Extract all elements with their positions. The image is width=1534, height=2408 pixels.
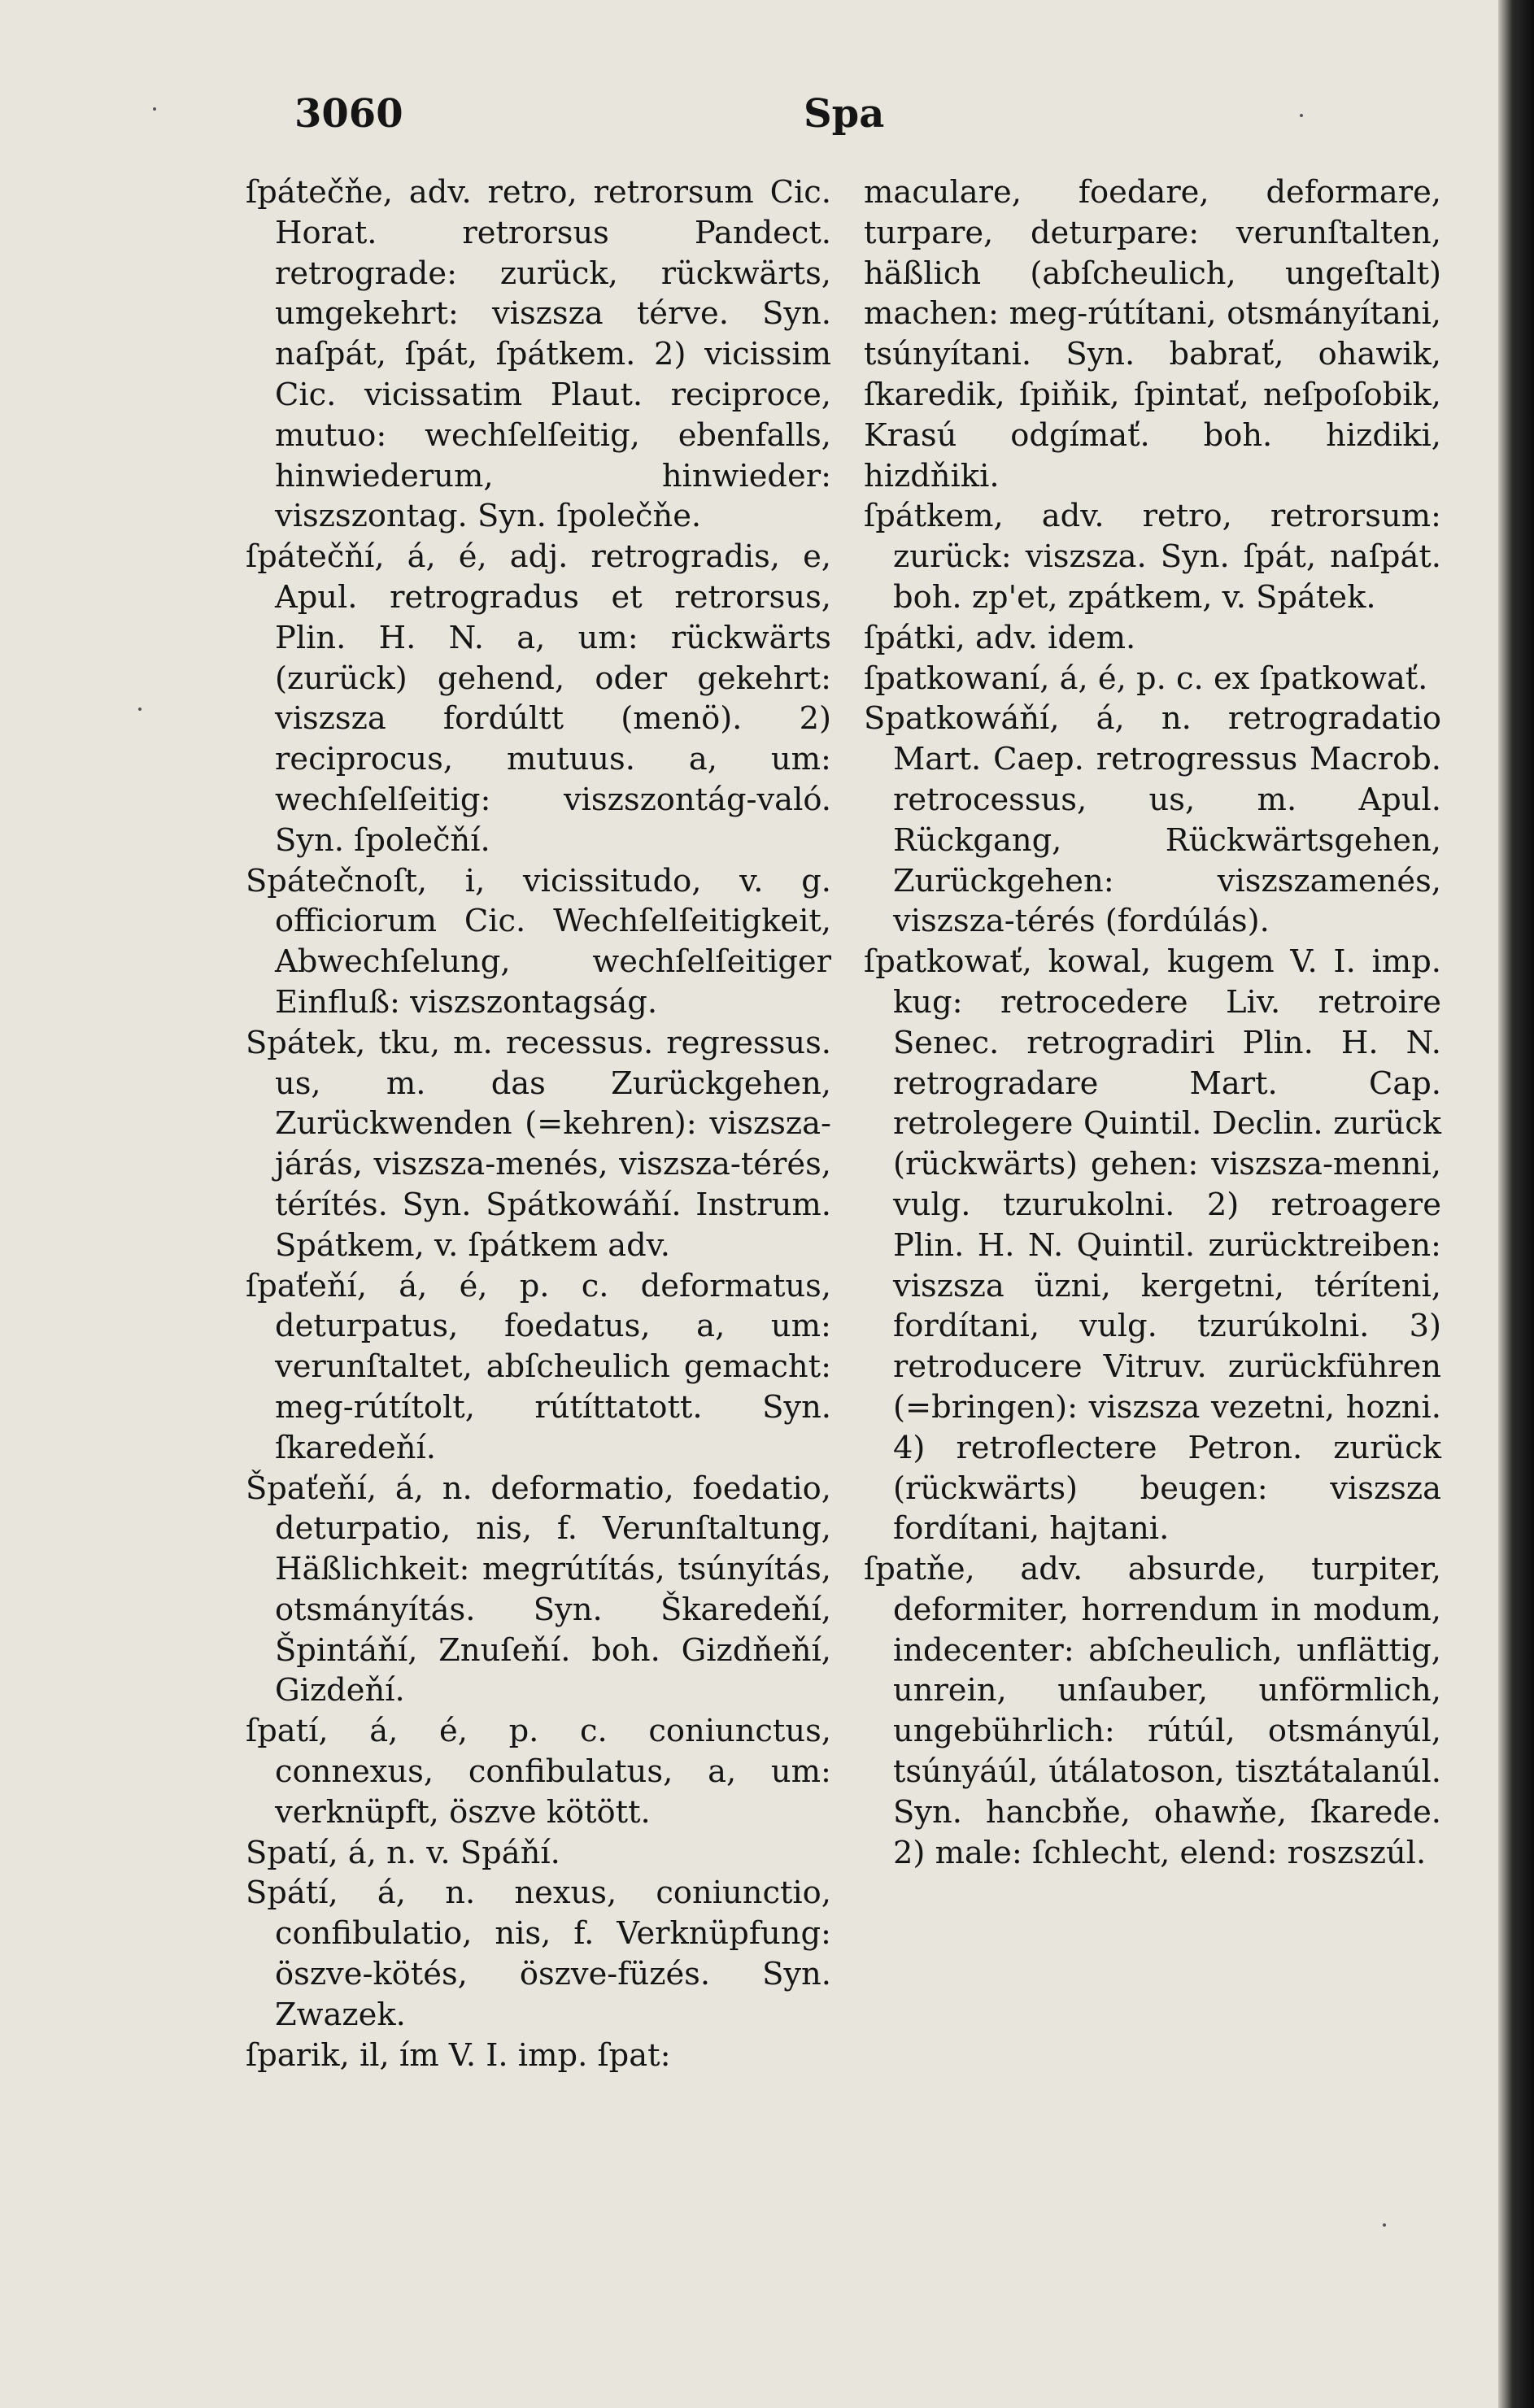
dictionary-entry: ſpatňe, adv. absurde, turpiter, deformiter, horrendum in modum, indecenter: abſcheulich, unflättig, unrein, unſauber, unförmlich, ungebührlich: rútúl, otsmányúl, tsúnyáúl, útálatoson, tisztátalanúl. Syn. hancbňe, ohawňe, ſkaredе. 2) male: ſchlecht, elend: roszszúl. [864, 1551, 1441, 1871]
dictionary-entry: Spatí, á, n. v. Spáňí. [246, 1834, 560, 1871]
dictionary-entry: Spátí, á, n. nexus, coniunctio, confibulatio, nis, f. Verknüpfung: öszve-kötés, öszve-füzés. Syn. Zwazek. [246, 1875, 831, 2033]
left-column [246, 172, 831, 2075]
book-spine-shadow [1498, 0, 1534, 2408]
dictionary-entry: ſpátkem, adv. retro, retrorsum: zurück: viszsza. Syn. ſpát, naſpát. boh. zp'et, zpátkem, v. Spátek. [864, 498, 1441, 616]
dictionary-entry: ſpatí, á, é, p. c. coniunctus, connexus, confibulatus, a, um: verknüpft, öszve kötött. [246, 1713, 831, 1831]
paper-speck [153, 107, 156, 111]
running-head: Spa [804, 91, 885, 137]
dictionary-entry-continuation: maculare, foedare, deformare, turpare, deturpare: verunſtalten, häßlich (abſcheulich, ungeſtalt) machen: meg-rútítani, otsmányítani, tsúnyítani. Syn. babrať, ohawik, ſkaredik, ſpiňik, ſpintať, neſpoſobik, Krasú odgímať. boh. hizdiki, hizdňiki. [864, 174, 1441, 494]
dictionary-entry: ſpatkowaní, á, é, p. c. ex ſpatkowať. [864, 660, 1428, 697]
column-gutter [846, 187, 847, 2188]
dictionary-entry: Spátečnoſt, i, vicissitudo, v. g. officiorum Cic. Wechſelſeitigkeit, Abwechſelung, wechſelſeitiger Einfluß: viszszontagság. [246, 862, 831, 1021]
paper-speck [1383, 2223, 1386, 2227]
page-number: 3060 [294, 91, 403, 137]
dictionary-entry: ſpaťeňí, á, é, p. c. deformatus, deturpatus, foedatus, a, um: verunſtaltet, abſcheulich gemacht: meg-rútítolt, rútíttatott. Syn. ſkaredeňí. [246, 1267, 831, 1466]
dictionary-entry: ſparik, il, ím V. I. imp. ſpat: [246, 2036, 671, 2074]
right-column [864, 172, 1441, 1873]
dictionary-entry: ſpáteč́ňe, adv. retro, retrorsum Cic. Horat. retrorsus Pandect. retrograde: zurück, rückwärts, umgekehrt: viszsza térve. Syn. naſpát, ſpát, ſpátkem. 2) vicissim Cic. vicissatim Plaut. reciproce, mutuo: wechſelſeitig, ebenfalls, hinwiederum, hinwieder: viszszontag. Syn. ſpolečňe. [246, 174, 831, 535]
page-header [0, 91, 1534, 148]
dictionary-entry: ſpátečňí, á, é, adj. retrogradis, e, Apul. retrogradus et retrorsus, Plin. H. N. a, um: rückwärts (zurück) gehend, oder gekehrt: viszsza fordúltt (menö). 2) reciprocus, mutuus. a, um: wechſelſeitig: viszszontág-való. Syn. ſpolečňí. [246, 538, 831, 859]
dictionary-entry: Špaťeňí, á, n. deformatio, foedatio, deturpatio, nis, f. Verunſtaltung, Häßlichkeit: megrútítás, tsúnyítás, otsmányítás. Syn. Škaredeňí, Špintáňí, Znuſeňí. boh. Gizdňeňí, Gizdeňí. [246, 1470, 831, 1709]
dictionary-entry: Spátek, tku, m. recessus. regressus. us, m. das Zurückgehen, Zurückwenden (=kehren): viszsza-járás, viszsza-menés, viszsza-térés, térítés. Syn. Spátkowáňí. Instrum. Spátkem, v. ſpátkem adv. [246, 1024, 831, 1264]
dictionary-entry: Spatkowáňí, á, n. retrogradatio Mart. Caep. retrogressus Macrob. retrocessus, us, m. Apul. Rückgang, Rückwärtsgehen, Zurückgehen: viszszamenés, viszsza-térés (fordúlás). [864, 700, 1441, 940]
dictionary-entry: ſpatkowať, kowal, kugem V. I. imp. kug: retrocedere Liv. retroire Senec. retrogradiri Plin. H. N. retrogradare Mart. Cap. retrolegere Quintil. Declin. zurück (rückwärts) gehen: viszsza-menni, vulg. tzurukolni. 2) retroagere Plin. H. N. Quintil. zurücktreiben: viszsza üzni, kergetni, téríteni, fordítani, vulg. tzurúkolni. 3) retroducere Vitruv. zurückführen (=bringen): viszsza vezetni, hozni. 4) retroflectere Petron. zurück (rückwärts) beugen: viszsza fordítani, hajtani. [864, 943, 1441, 1548]
paper-speck [1300, 114, 1303, 117]
paper-speck [138, 708, 142, 711]
dictionary-entry: ſpátki, adv. idem. [864, 619, 1136, 656]
